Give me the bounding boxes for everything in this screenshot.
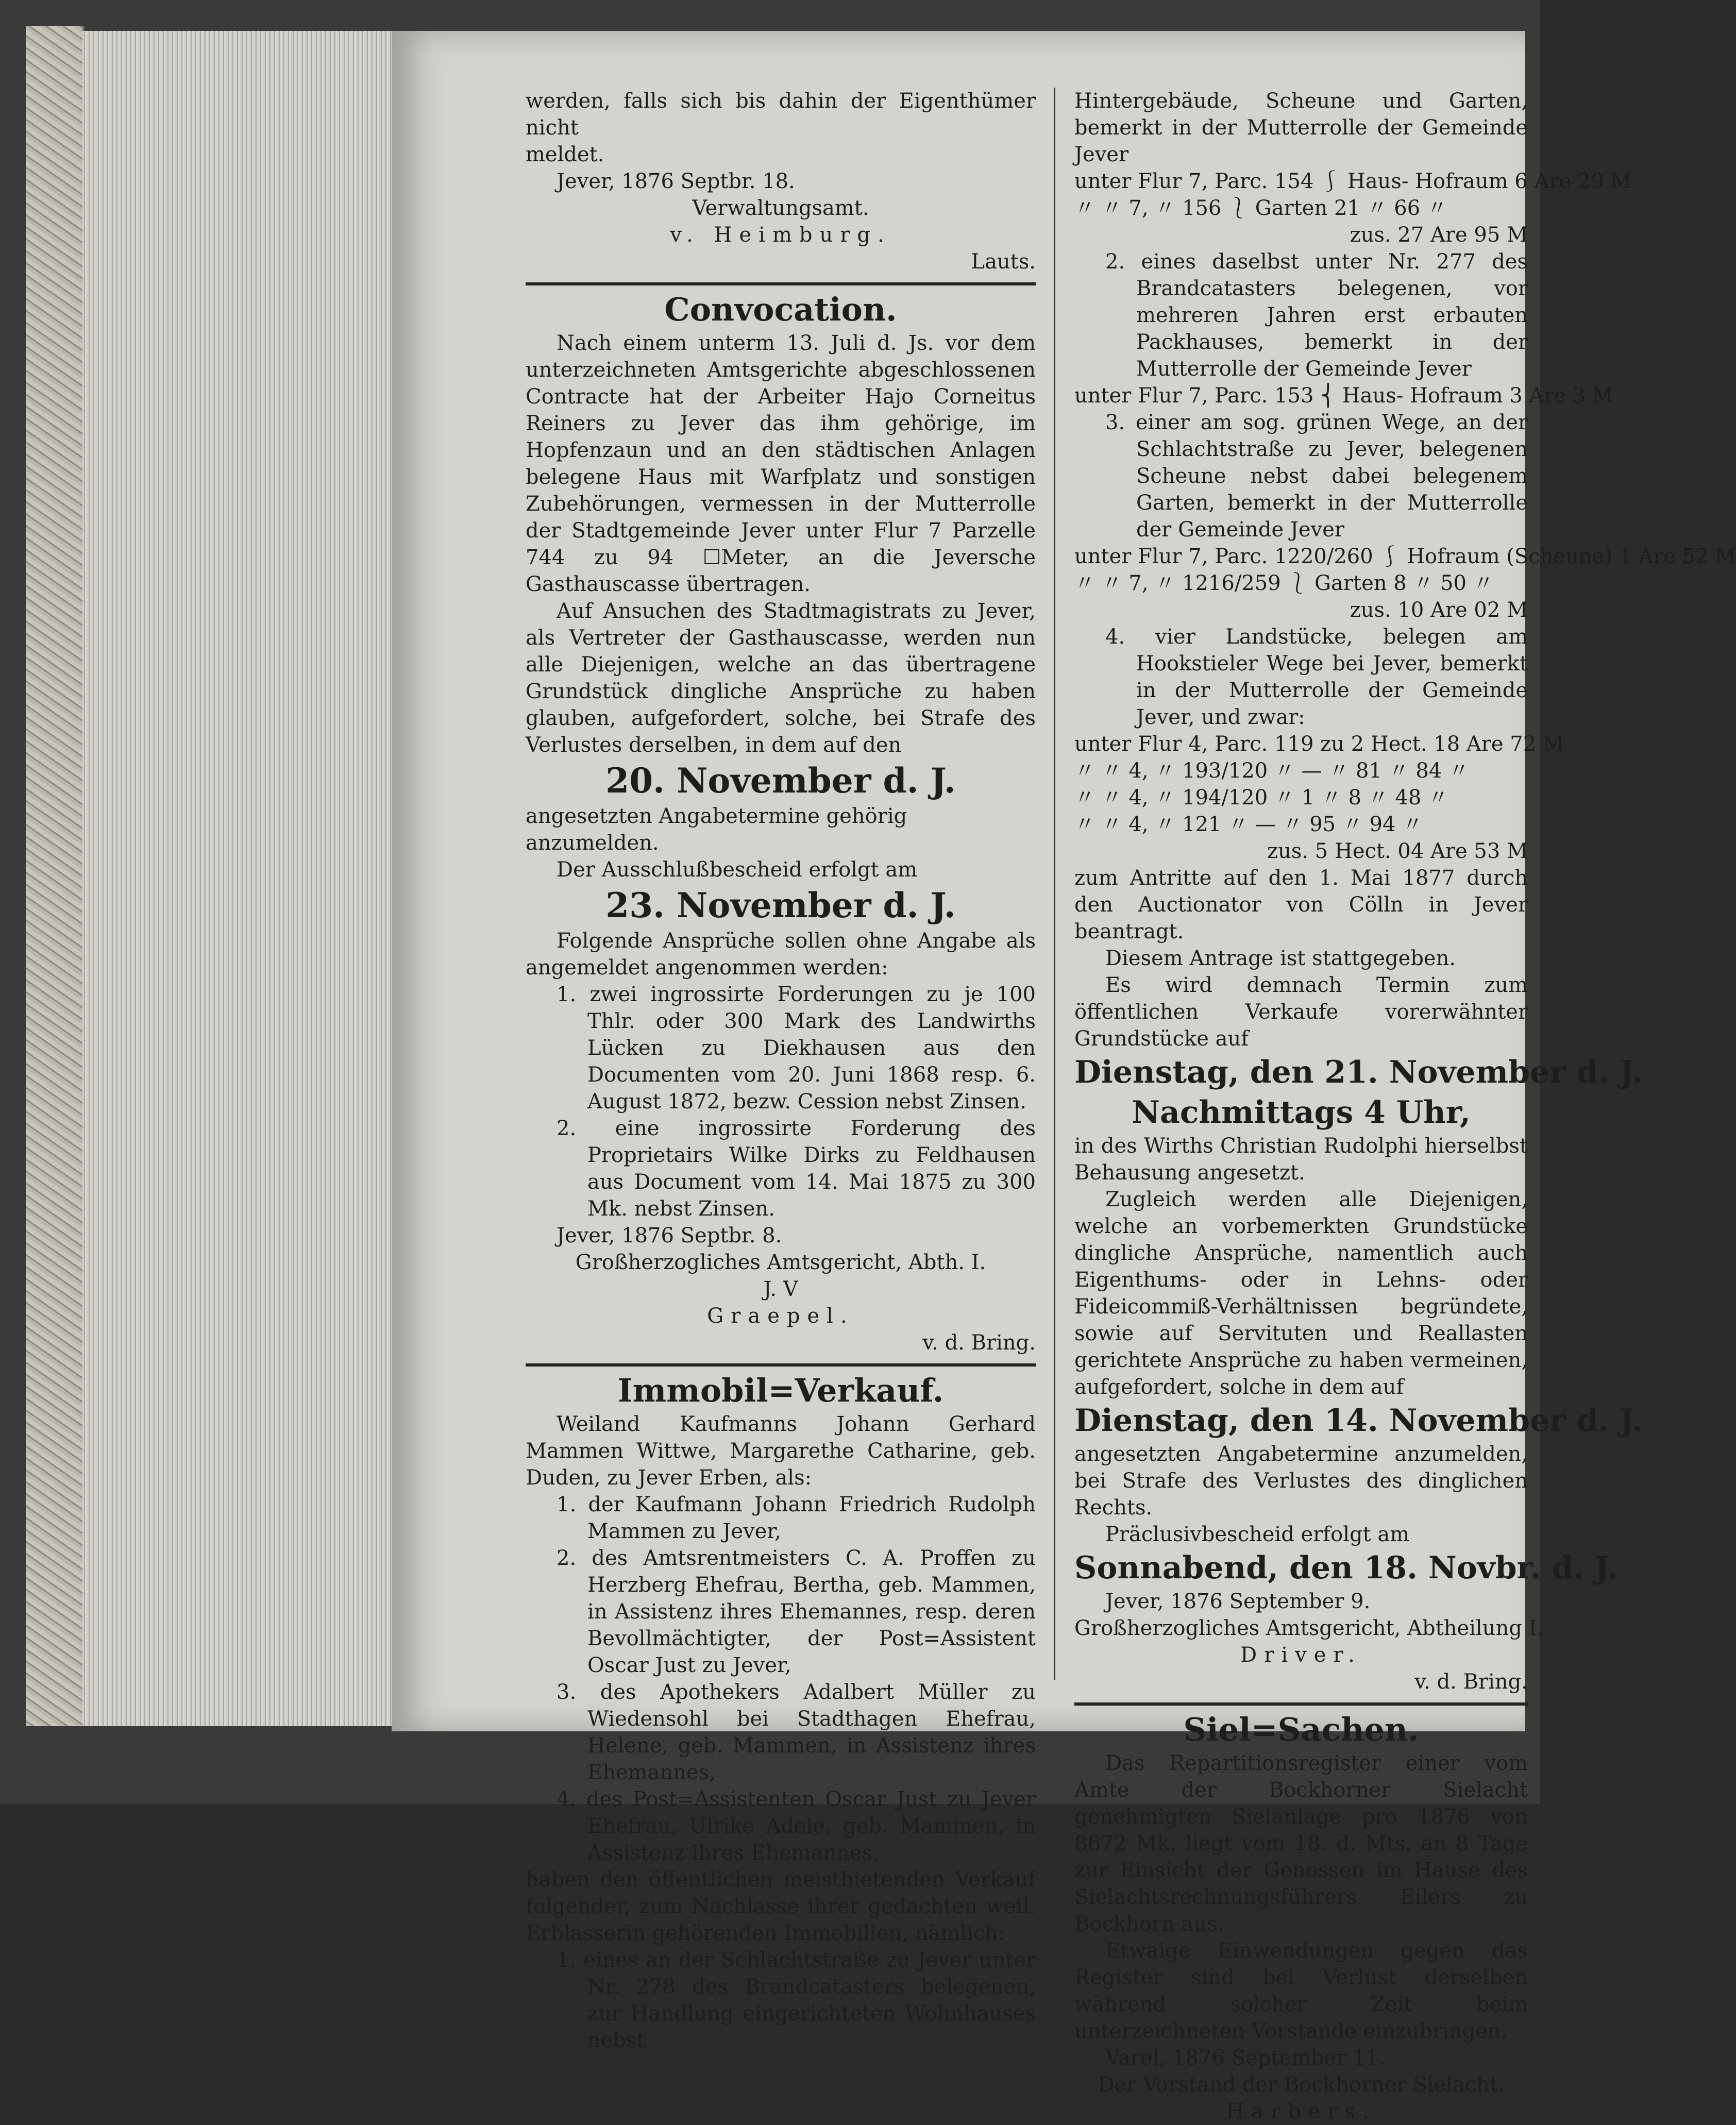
sale-text: Zugleich werden alle Diejenigen, welche an vorbemerkten Grundstücke dingliche Ansprüche, namentlich auch Eigenthums- oder in Lehns- oder Fideicommiß-Verhältnissen begründete, sowie auf Servituten und Reallasten gerichtete Ansprüche zu haben vermeinen, aufgefordert, solche in dem auf [1074, 1188, 1528, 1399]
heir-item: 3. des Apothekers Adalbert Müller zu Wiedensohl bei Stadthagen Ehefrau, Helene, geb. Mammen, in Assistenz ihres Ehemannes, [557, 1680, 1036, 1784]
sale-signature: Driver. [1240, 1643, 1362, 1667]
sale-text: Präclusivbescheid erfolgt am [1105, 1523, 1410, 1546]
heir-item: 4. des Post=Assistenten Oscar Just zu Jever Ehefrau, Ulrike Adele, geb. Mammen, in Assistenz ihres Ehemannes, [557, 1787, 1036, 1865]
sale-place-date: Jever, 1876 September 9. [1105, 1590, 1371, 1613]
sale-time: Nachmittags 4 Uhr, [1132, 1094, 1471, 1131]
left-column [526, 88, 1036, 2054]
intro-corner-sign: Lauts. [971, 250, 1036, 274]
parcel-row: unter Flur 7, Parc. 154 ⎰ Haus- Hofraum 6 Are 29 M [1074, 170, 1632, 193]
sale-court: Großherzogliches Amtsgericht, Abtheilung I. [1074, 1616, 1544, 1640]
convocation-jv: J. V [763, 1277, 798, 1301]
property-item: 3. einer am sog. grünen Wege, an der Schlachtstraße zu Jever, belegenen Scheune nebst dabei belegenem Garten, bemerkt in der Mutterrolle der Gemeinde Jever [1105, 411, 1528, 542]
sale-text: angesetzten Angabetermine anzumelden, bei Strafe des Verlustes des dinglichen Rechts. [1074, 1442, 1528, 1520]
sale-date: Dienstag, den 21. November d. J. [1074, 1054, 1643, 1090]
intro-office: Verwaltungsamt. [692, 196, 869, 220]
siel-date: Varel, 1876 September 11. [1105, 2046, 1386, 2070]
convocation-date: 20. November d. J. [605, 761, 956, 801]
property-item: 2. eines daselbst unter Nr. 277 des Brandcatasters belegenen, vor mehreren Jahren erst erbauten Packhauses, bemerkt in der Mutterrolle der Gemeinde Jever [1105, 250, 1528, 381]
sale-corner-sign: v. d. Bring. [1414, 1670, 1528, 1694]
convocation-text: Der Ausschlußbescheid erfolgt am [557, 858, 918, 882]
convocation-corner-sign: v. d. Bring. [922, 1331, 1036, 1355]
convocation-signature: Graepel. [707, 1304, 854, 1328]
section-rule [526, 1363, 1036, 1367]
convocation-title: Convocation. [664, 291, 897, 328]
claim-item: 1. zwei ingrossirte Forderungen zu je 100 Thlr. oder 300 Mark des Landwirths Lücken zu Diekhausen aus den Documenten vom 20. Juni 1868 resp. 6. August 1872, bezw. Cession nebst Zinsen. [557, 983, 1036, 1114]
parcel-row: 〃 〃 4, 〃 194/120 〃 1 〃 8 〃 48 〃 [1074, 786, 1448, 809]
siel-title: Siel=Sachen. [1183, 1711, 1419, 1748]
parcel-row: unter Flur 7, Parc. 153 ⎨ Haus- Hofraum 3 Are 3 M [1074, 384, 1613, 408]
sale-text: zum Antritte auf den 1. Mai 1877 durch den Auctionator von Cölln in Jever beantragt. [1074, 866, 1528, 943]
page-edges [82, 31, 402, 1726]
convocation-place-date: Jever, 1876 Septbr. 8. [557, 1224, 782, 1247]
intro-line: werden, falls sich bis dahin der Eigenthümer nicht [526, 89, 1036, 140]
intro-signature: v. Heimburg. [670, 223, 891, 247]
praeclusiv-date: Sonnabend, den 18. Novbr. d. J. [1074, 1550, 1618, 1586]
section-rule [1074, 1702, 1528, 1706]
sale-text: Es wird demnach Termin zum öffentlichen Verkaufe vorerwähnter Grundstücke auf [1074, 973, 1528, 1051]
claim-date: Dienstag, den 14. November d. J. [1074, 1403, 1643, 1439]
convocation-para: Auf Ansuchen des Stadtmagistrats zu Jever, als Vertreter der Gasthauscasse, werden nun alle Diejenigen, welche an das übertragene Grundstück dingliche Ansprüche zu haben glauben, aufgefordert, solche, bei Strafe des Verlustes derselben, in dem auf den [526, 599, 1036, 757]
convocation-court: Großherzogliches Amtsgericht, Abth. I. [575, 1251, 986, 1274]
intro-line: meldet. [526, 143, 604, 166]
convocation-para: Nach einem unterm 13. Juli d. Js. vor dem unterzeichneten Amtsgerichte abgeschlossenen Contracte hat der Arbeiter Hajo Corneitus Reiners zu Jever das ihm gehörige, im Hopfenzaun und an den städtischen Anlagen belegene Haus mit Warfplatz und sonstigen Zubehörungen, vermessen in der Mutterrolle der Stadtgemeinde Jever unter Flur 7 Parzelle 744 zu 94 ☐Meter, an die Jeversche Gasthauscasse übertragen. [526, 331, 1036, 596]
siel-board: Der Vorstand der Bockhorner Sielacht. [1098, 2073, 1505, 2097]
parcel-row: 〃 〃 7, 〃 156 ⎱ Garten 21 〃 66 〃 [1074, 196, 1447, 220]
siel-para: Das Repartitionsregister einer vom Amte der Bockhorner Sielacht genehmigten Sielanlage pro 1876 von 8672 Mk. liegt vom 18. d. Mts. an 8 Tage zur Einsicht der Genossen im Hause des Sielachtsrechnungsführers Eilers zu Bockhorn aus. [1074, 1751, 1528, 1936]
property-item: 4. vier Landstücke, belegen am Hookstieler Wege bei Jever, bemerkt in der Mutterrolle der Gemeinde Jever, und zwar: [1105, 625, 1528, 729]
section-rule [526, 282, 1036, 285]
parcel-sum: zus. 10 Are 02 M [1350, 598, 1528, 622]
convocation-text: Folgende Ansprüche sollen ohne Angabe als angemeldet angenommen werden: [526, 929, 1036, 980]
sale-text: in des Wirths Christian Rudolphi hierselbst Behausung angesetzt. [1074, 1134, 1528, 1185]
parcel-row: unter Flur 7, Parc. 1220/260 ⎰ Hofraum (Scheune) 1 Are 52 M [1074, 545, 1736, 568]
parcel-sum: zus. 5 Hect. 04 Are 53 M [1267, 839, 1528, 863]
siel-para: Etwaige Einwendungen gegen das Register sind bei Verlust derselben während solcher Zeit beim unterzeichneten Vorstande einzubringen. [1074, 1939, 1528, 2043]
immobil-intro: Weiland Kaufmanns Johann Gerhard Mammen Wittwe, Margarethe Catharine, geb. Duden, zu Jever Erben, als: [526, 1412, 1036, 1490]
parcel-row: 〃 〃 4, 〃 193/120 〃 — 〃 81 〃 84 〃 [1074, 759, 1469, 783]
parcel-row: unter Flur 4, Parc. 119 zu 2 Hect. 18 Are 72 M [1074, 732, 1564, 756]
book-cover-edge [26, 26, 85, 1726]
property-continuation: Hintergebäude, Scheune und Garten, bemerkt in der Mutterrolle der Gemeinde Jever [1074, 89, 1528, 166]
heir-item: 2. des Amtsrentmeisters C. A. Proffen zu Herzberg Ehefrau, Bertha, geb. Mammen, in Assistenz ihres Ehemannes, resp. deren Bevollmächtigter, der Post=Assistent Oscar Just zu Jever, [557, 1546, 1036, 1677]
right-column [1074, 88, 1736, 2125]
heir-item: 1. der Kaufmann Johann Friedrich Rudolph Mammen zu Jever, [557, 1493, 1036, 1543]
immobil-middle: haben den öffentlichen meistbietenden Verkauf folgender, zum Nachlasse ihrer gedachten weil. Erblasserin gehörenden Immobilien, nämlich: [526, 1868, 1036, 1945]
sale-text: Diesem Antrage ist stattgegeben. [1105, 947, 1456, 970]
convocation-text: angesetzten Angabetermine gehörig anzumelden. [526, 804, 907, 855]
convocation-date: 23. November d. J. [605, 885, 956, 925]
parcel-row: 〃 〃 4, 〃 121 〃 — 〃 95 〃 94 〃 [1074, 813, 1423, 836]
intro-date: Jever, 1876 Septbr. 18. [557, 170, 795, 193]
immobil-title: Immobil=Verkauf. [617, 1372, 944, 1409]
column-divider [1054, 88, 1055, 1680]
property-item: 1. eines an der Schlachtstraße zu Jever unter Nr. 278 des Brandcatasters belegenen, zur Handlung eingerichteten Wohnhauses nebst [557, 1948, 1036, 2052]
parcel-sum: zus. 27 Are 95 M [1350, 223, 1528, 247]
claim-item: 2. eine ingrossirte Forderung des Proprietairs Wilke Dirks zu Feldhausen aus Document vom 14. Mai 1875 zu 300 Mk. nebst Zinsen. [557, 1117, 1036, 1221]
parcel-row: 〃 〃 7, 〃 1216/259 ⎱ Garten 8 〃 50 〃 [1074, 571, 1494, 595]
siel-signature: Harbers. [1226, 2100, 1376, 2123]
